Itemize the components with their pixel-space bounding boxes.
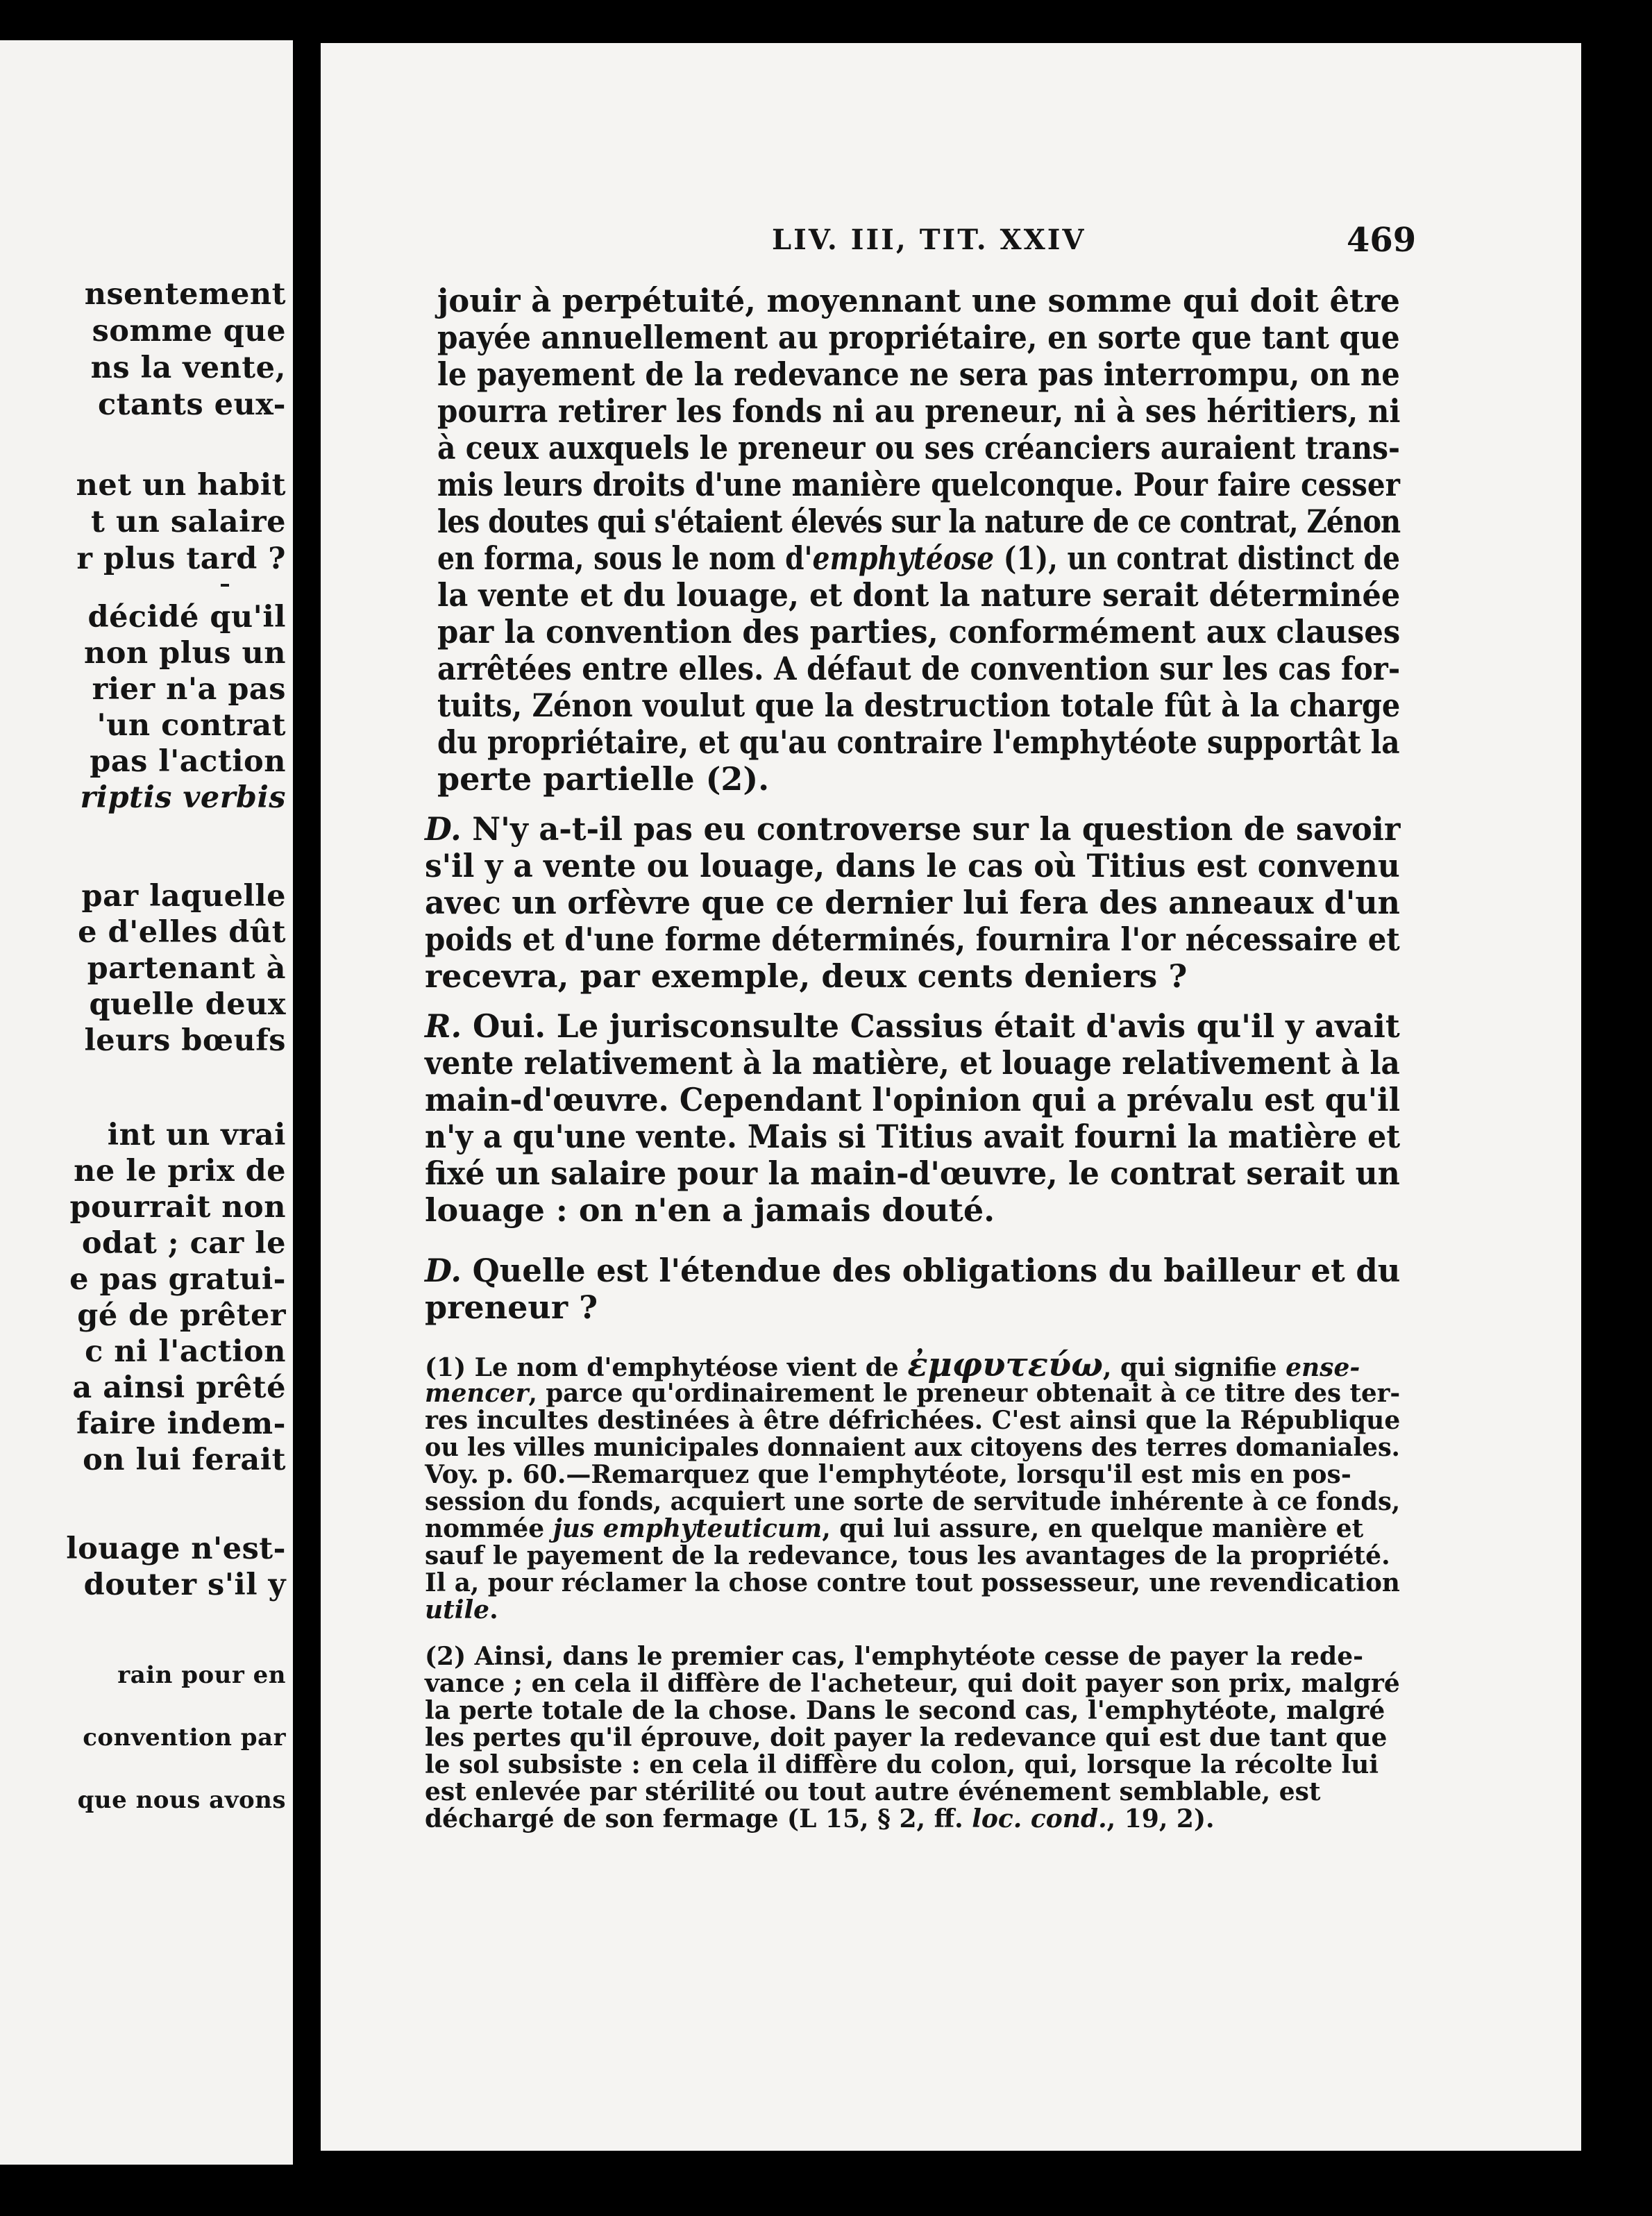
left-line: r plus tard ? (76, 542, 286, 576)
text-line: pourra retirer les fonds ni au preneur, ni à ses héritiers, ni (437, 392, 1401, 430)
text-line: le payement de la redevance ne sera pas interrompu, on ne (437, 355, 1400, 393)
left-line: louage n'est- (66, 1531, 286, 1566)
text-line: s'il y a vente ou louage, dans le cas où Titius est convenu (425, 847, 1400, 884)
current-page (321, 43, 1581, 2151)
text-line: tuits, Zénon voulut que la destruction totale fût à la charge (437, 687, 1401, 724)
left-line: ctants eux- (97, 387, 286, 422)
text-line: n'y a qu'une vente. Mais si Titius avait fourni la matière et (425, 1118, 1401, 1155)
left-line: int un vrai (107, 1118, 286, 1152)
left-line: quelle deux (89, 987, 286, 1022)
text-segment: , qui lui assure, en quelque manière et (822, 1514, 1364, 1543)
text-segment: nommée (425, 1514, 553, 1543)
footnote-1-line (425, 1516, 1363, 1541)
chapter-heading: LIV. III, TIT. XXIV (772, 224, 1086, 256)
footnote-1-line (425, 1595, 498, 1625)
left-line: rain pour en (117, 1661, 286, 1689)
left-line: odat ; car le (81, 1226, 286, 1261)
left-line: ne le prix de (74, 1154, 286, 1189)
left-line: partenant à (87, 951, 286, 986)
footnote-1-line: sauf le payement de la redevance, tous les avantages de la propriété. (425, 1541, 1390, 1570)
answer-line (425, 1007, 1400, 1045)
left-line: t un salaire (91, 505, 286, 539)
left-line: a ainsi prêté (72, 1370, 286, 1405)
text-line: perte partielle (2). (437, 760, 770, 798)
question-marker: D. (425, 810, 462, 848)
left-line: non plus un (83, 636, 286, 671)
question-line (425, 1252, 1401, 1289)
footnote-2-line: est enlevée par stérilité ou tout autre événement semblable, est (425, 1777, 1321, 1806)
text-line: les doutes qui s'étaient élevés sur la nature de ce contrat, Zénon (437, 503, 1401, 540)
left-line: que nous avons (77, 1786, 286, 1814)
text-segment: déchargé de son fermage (L 15, § 2, ff. (425, 1804, 972, 1833)
footnote-1-line: ou les villes municipales donnaient aux citoyens des terres domaniales. (425, 1433, 1400, 1462)
text-line: poids et d'une forme déterminés, fournira l'or nécessaire et (425, 921, 1400, 958)
text-line: fixé un salaire pour la main-d'œuvre, le contrat serait un (425, 1155, 1400, 1192)
text-segment: (1) Le nom d'emphytéose vient de (425, 1353, 908, 1382)
left-line: gé de prêter (77, 1298, 286, 1333)
text-line: recevra, par exemple, deux cents deniers ? (425, 957, 1188, 995)
answer-marker: R. (425, 1007, 462, 1045)
footnote-1-line: session du fonds, acquiert une sorte de servitude inhérente à ce fonds, (425, 1487, 1401, 1516)
text-segment: loc. cond. (972, 1804, 1107, 1833)
footnote-1-line: Il a, pour réclamer la chose contre tout possesseur, une revendication (425, 1568, 1400, 1597)
text-line: payée annuellement au propriétaire, en sorte que tant que (437, 319, 1400, 356)
left-line: rier n'a pas (92, 672, 286, 707)
left-line: leurs bœufs (84, 1023, 286, 1058)
text-segment: Quelle est l'étendue des obligations du bailleur et du (472, 1252, 1401, 1289)
left-line: douter s'il y (83, 1568, 286, 1602)
footnote-1-line (425, 1345, 1360, 1384)
text-segment: ense- (1286, 1353, 1360, 1382)
question-line (425, 810, 1401, 848)
question-marker: D. (425, 1252, 462, 1289)
text-line: avec un orfèvre que ce dernier lui fera des anneaux d'un (425, 884, 1400, 921)
text-segment: (1), un contrat distinct de (994, 539, 1400, 577)
footnote-2-line: les pertes qu'il éprouve, doit payer la redevance qui est due tant que (425, 1723, 1388, 1752)
footnote-1-line: res incultes destinées à être défrichées. C'est ainsi que la République (425, 1406, 1401, 1435)
left-line: décidé qu'il (87, 600, 286, 635)
footnote-2-line (425, 1806, 1215, 1831)
left-line: somme que (92, 314, 286, 349)
text-segment: utile (425, 1595, 490, 1625)
ink-mark (221, 584, 229, 587)
footnote-2-line: vance ; en cela il diffère de l'acheteur, qui doit payer son prix, malgré (425, 1669, 1400, 1698)
left-line: net un habit (76, 468, 286, 503)
footnote-2-line: la perte totale de la chose. Dans le second cas, l'emphytéote, malgré (425, 1696, 1385, 1725)
text-segment: Oui. Le jurisconsulte Cassius était d'avis qu'il y avait (472, 1007, 1400, 1045)
left-line: riptis verbis (80, 780, 286, 815)
text-segment: . (489, 1595, 498, 1625)
left-line: faire indem- (76, 1407, 286, 1441)
left-line: pas l'action (90, 744, 286, 779)
text-line: mis leurs droits d'une manière quelconque. Pour faire cesser (437, 466, 1400, 503)
running-head (321, 221, 1581, 265)
text-segment: jus emphyteuticum (553, 1514, 823, 1543)
left-line: convention par (83, 1724, 286, 1752)
text-segment: en forma, sous le nom d' (437, 539, 813, 577)
footnote-1-line: Voy. p. 60.—Remarquez que l'emphytéote, lorsqu'il est mis en pos- (425, 1460, 1351, 1489)
left-line: ns la vente, (90, 351, 286, 385)
text-line: arrêtées entre elles. A défaut de convention sur les cas for- (437, 650, 1401, 687)
text-segment: mencer (425, 1379, 529, 1408)
greek-word: ἐμφυτεύω (907, 1345, 1103, 1384)
footnote-2-line: (2) Ainsi, dans le premier cas, l'emphytéote cesse de payer la rede- (425, 1642, 1364, 1671)
left-line: e d'elles dût (78, 915, 286, 950)
text-segment: N'y a-t-il pas eu controverse sur la question de savoir (472, 810, 1401, 848)
emphyteose-term: emphytéose (812, 539, 995, 577)
footnote-2-line: le sol subsiste : en cela il diffère du colon, qui, lorsque la récolte lui (425, 1750, 1379, 1779)
text-segment: , qui signifie (1102, 1353, 1286, 1382)
left-line: on lui ferait (83, 1443, 286, 1477)
text-segment: , 19, 2). (1106, 1804, 1215, 1833)
page-number: 469 (1347, 221, 1417, 260)
text-line: vente relativement à la matière, et louage relativement à la (425, 1044, 1400, 1082)
text-line: du propriétaire, et qu'au contraire l'emphytéote supportât la (437, 723, 1400, 761)
text-line: main-d'œuvre. Cependant l'opinion qui a prévalu est qu'il (425, 1081, 1401, 1118)
footnote-1-line (425, 1381, 1400, 1406)
text-line (437, 539, 1400, 577)
text-line: à ceux auxquels le preneur ou ses créanciers auraient trans- (437, 429, 1401, 467)
text-line: la vente et du louage, et dont la nature serait déterminée (437, 576, 1401, 614)
left-line: 'un contrat (96, 708, 286, 743)
left-line: c ni l'action (85, 1334, 286, 1369)
text-segment: , parce qu'ordinairement le preneur obtenait à ce titre des ter- (528, 1379, 1401, 1408)
left-line: pourrait non (69, 1190, 286, 1225)
left-line: nsentement (84, 277, 286, 312)
text-line: louage : on n'en a jamais douté. (425, 1191, 995, 1229)
text-line: preneur ? (425, 1289, 598, 1326)
text-line: jouir à perpétuité, moyennant une somme qui doit être (437, 282, 1400, 319)
previous-page-fragment (0, 40, 293, 2165)
left-line: e pas gratui- (69, 1262, 286, 1297)
text-line: par la convention des parties, conformément aux clauses (437, 613, 1401, 650)
left-line: par laquelle (81, 879, 286, 914)
